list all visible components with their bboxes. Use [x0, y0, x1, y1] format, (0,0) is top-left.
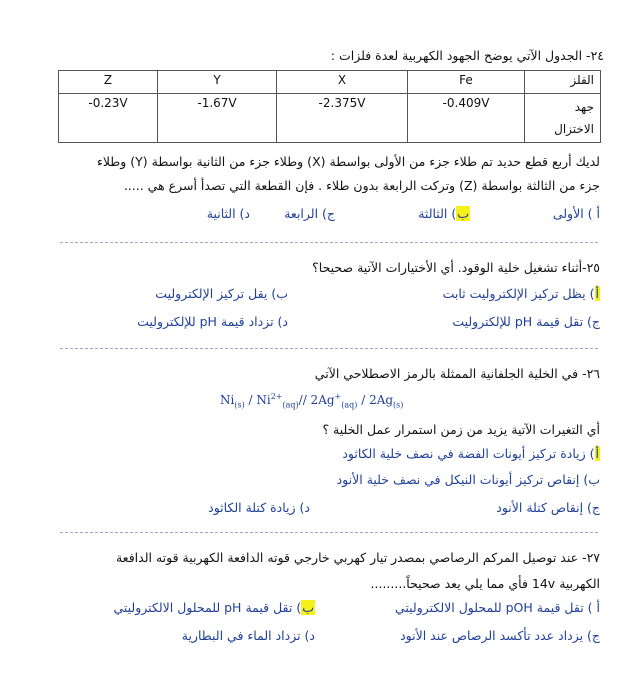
q24-text-2: جزء من الثالثة بواسطة (Z) وتركت الرابعة بدون طلاء . فإن القطعة التي تصدأ أسرع هي ..... — [123, 178, 600, 193]
q25-option-a-highlight: أ — [595, 286, 599, 301]
q24-option-c[interactable]: ج) الرابعة — [284, 206, 335, 221]
q27-option-d[interactable]: د) تزداد الماء في البطارية — [181, 628, 315, 643]
q24-option-a-text: الأولى — [552, 206, 584, 221]
q26-option-a[interactable] — [342, 446, 600, 461]
row-label-1: جهد — [574, 100, 594, 114]
q25-option-b[interactable]: ب) يقل تركيز الإلكتروليت — [155, 286, 288, 301]
q25-option-d[interactable]: د) تزداد قيمة pH للإلكتروليت — [137, 314, 288, 329]
value-y: -1.67V — [158, 94, 277, 143]
q25-option-c[interactable]: ج) تقل قيمة pH للإلكتروليت — [452, 314, 600, 329]
header-fe: Fe — [408, 71, 525, 94]
q24-title: ٢٤- الجدول الآتي يوضح الجهود الكهربية لعدة فلزات : — [330, 48, 604, 63]
q24-option-b-highlight: ب — [457, 206, 469, 221]
q24-option-d[interactable]: د) الثانية — [206, 206, 250, 221]
q26-title: ٢٦- في الخلية الجلفانية الممثلة بالرمز الاصطلاحي الآتي — [314, 366, 600, 381]
q27-option-b-text: ) تقل قيمة pH للمحلول الالكتروليتي — [113, 600, 302, 615]
separator-1 — [60, 242, 598, 243]
cell-notation: $Ni_{(s)} / Ni^{2+}_{(aq)}//$ $2Ag^+_{(aq)} / 2Ag_{(s)}$ — [220, 392, 404, 410]
q26-option-d[interactable]: د) زيادة كتلة الكاثود — [208, 500, 310, 515]
separator-3 — [60, 532, 598, 533]
table-header-row — [59, 71, 601, 94]
q26-option-a-text: ) زيادة تركيز أيونات الفضة في نصف خلية الكاثود — [342, 446, 595, 461]
q24-option-a[interactable] — [553, 206, 600, 221]
q27-option-a[interactable]: أ ) تقل قيمة pOH للمحلول الالكتروليتي — [394, 600, 600, 615]
separator-2 — [60, 348, 598, 349]
q24-option-b[interactable] — [418, 206, 470, 221]
header-x: X — [277, 71, 408, 94]
q24-option-b-text: ) الثالثة — [418, 206, 457, 221]
value-z: -0.23V — [59, 94, 158, 143]
header-z: Z — [59, 71, 158, 94]
q26-option-c[interactable]: ج) إنقاص كتلة الأنود — [496, 500, 600, 515]
q27-option-b-highlight: ب — [302, 600, 314, 615]
q26-question: أي التغيرات الآتية يزيد من زمن استمرار عمل الخلية ؟ — [322, 422, 600, 437]
row-label-2: الاختزال — [554, 122, 594, 136]
header-metal: الفلز — [525, 71, 601, 94]
q27-line-2: الكهربية 14v فأي مما يلي يعد صحيحاً......... — [370, 576, 600, 591]
value-x: -2.375V — [277, 94, 408, 143]
q24-text-1: لديك أربع قطع حديد تم طلاء جزء من الأولى بواسطة (X) وطلاء جزء من الثانية بواسطة (Y) وطلاء — [96, 154, 600, 169]
q25-title: ٢٥-أثناء تشغيل خلية الوقود. أي الأختيارات الآتية صحيحا؟ — [312, 260, 600, 275]
value-fe: -0.409V — [408, 94, 525, 143]
q27-title: ٢٧- عند توصيل المركم الرصاصي بمصدر تيار كهربي خارجي قوته الدافعة الكهربية قوته الدافعة — [115, 550, 600, 565]
q27-option-b[interactable] — [113, 600, 315, 615]
row-label-cell — [525, 94, 601, 143]
header-y: Y — [158, 71, 277, 94]
q26-option-b[interactable]: ب) إنقاص تركيز أيونات النيكل في نصف خلية الأنود — [336, 472, 600, 487]
q25-option-a-text: ) يظل تركيز الإلكتروليت ثابت — [442, 286, 595, 301]
q26-option-a-highlight: أ — [595, 446, 599, 461]
table-values-row — [59, 94, 601, 143]
potentials-table — [58, 70, 601, 143]
q24-option-a-letter: أ ) — [587, 206, 600, 221]
q27-option-c[interactable]: ج) يزداد عدد تأكسد الرصاص عند الأنود — [400, 628, 600, 643]
q25-option-a[interactable] — [443, 286, 600, 301]
